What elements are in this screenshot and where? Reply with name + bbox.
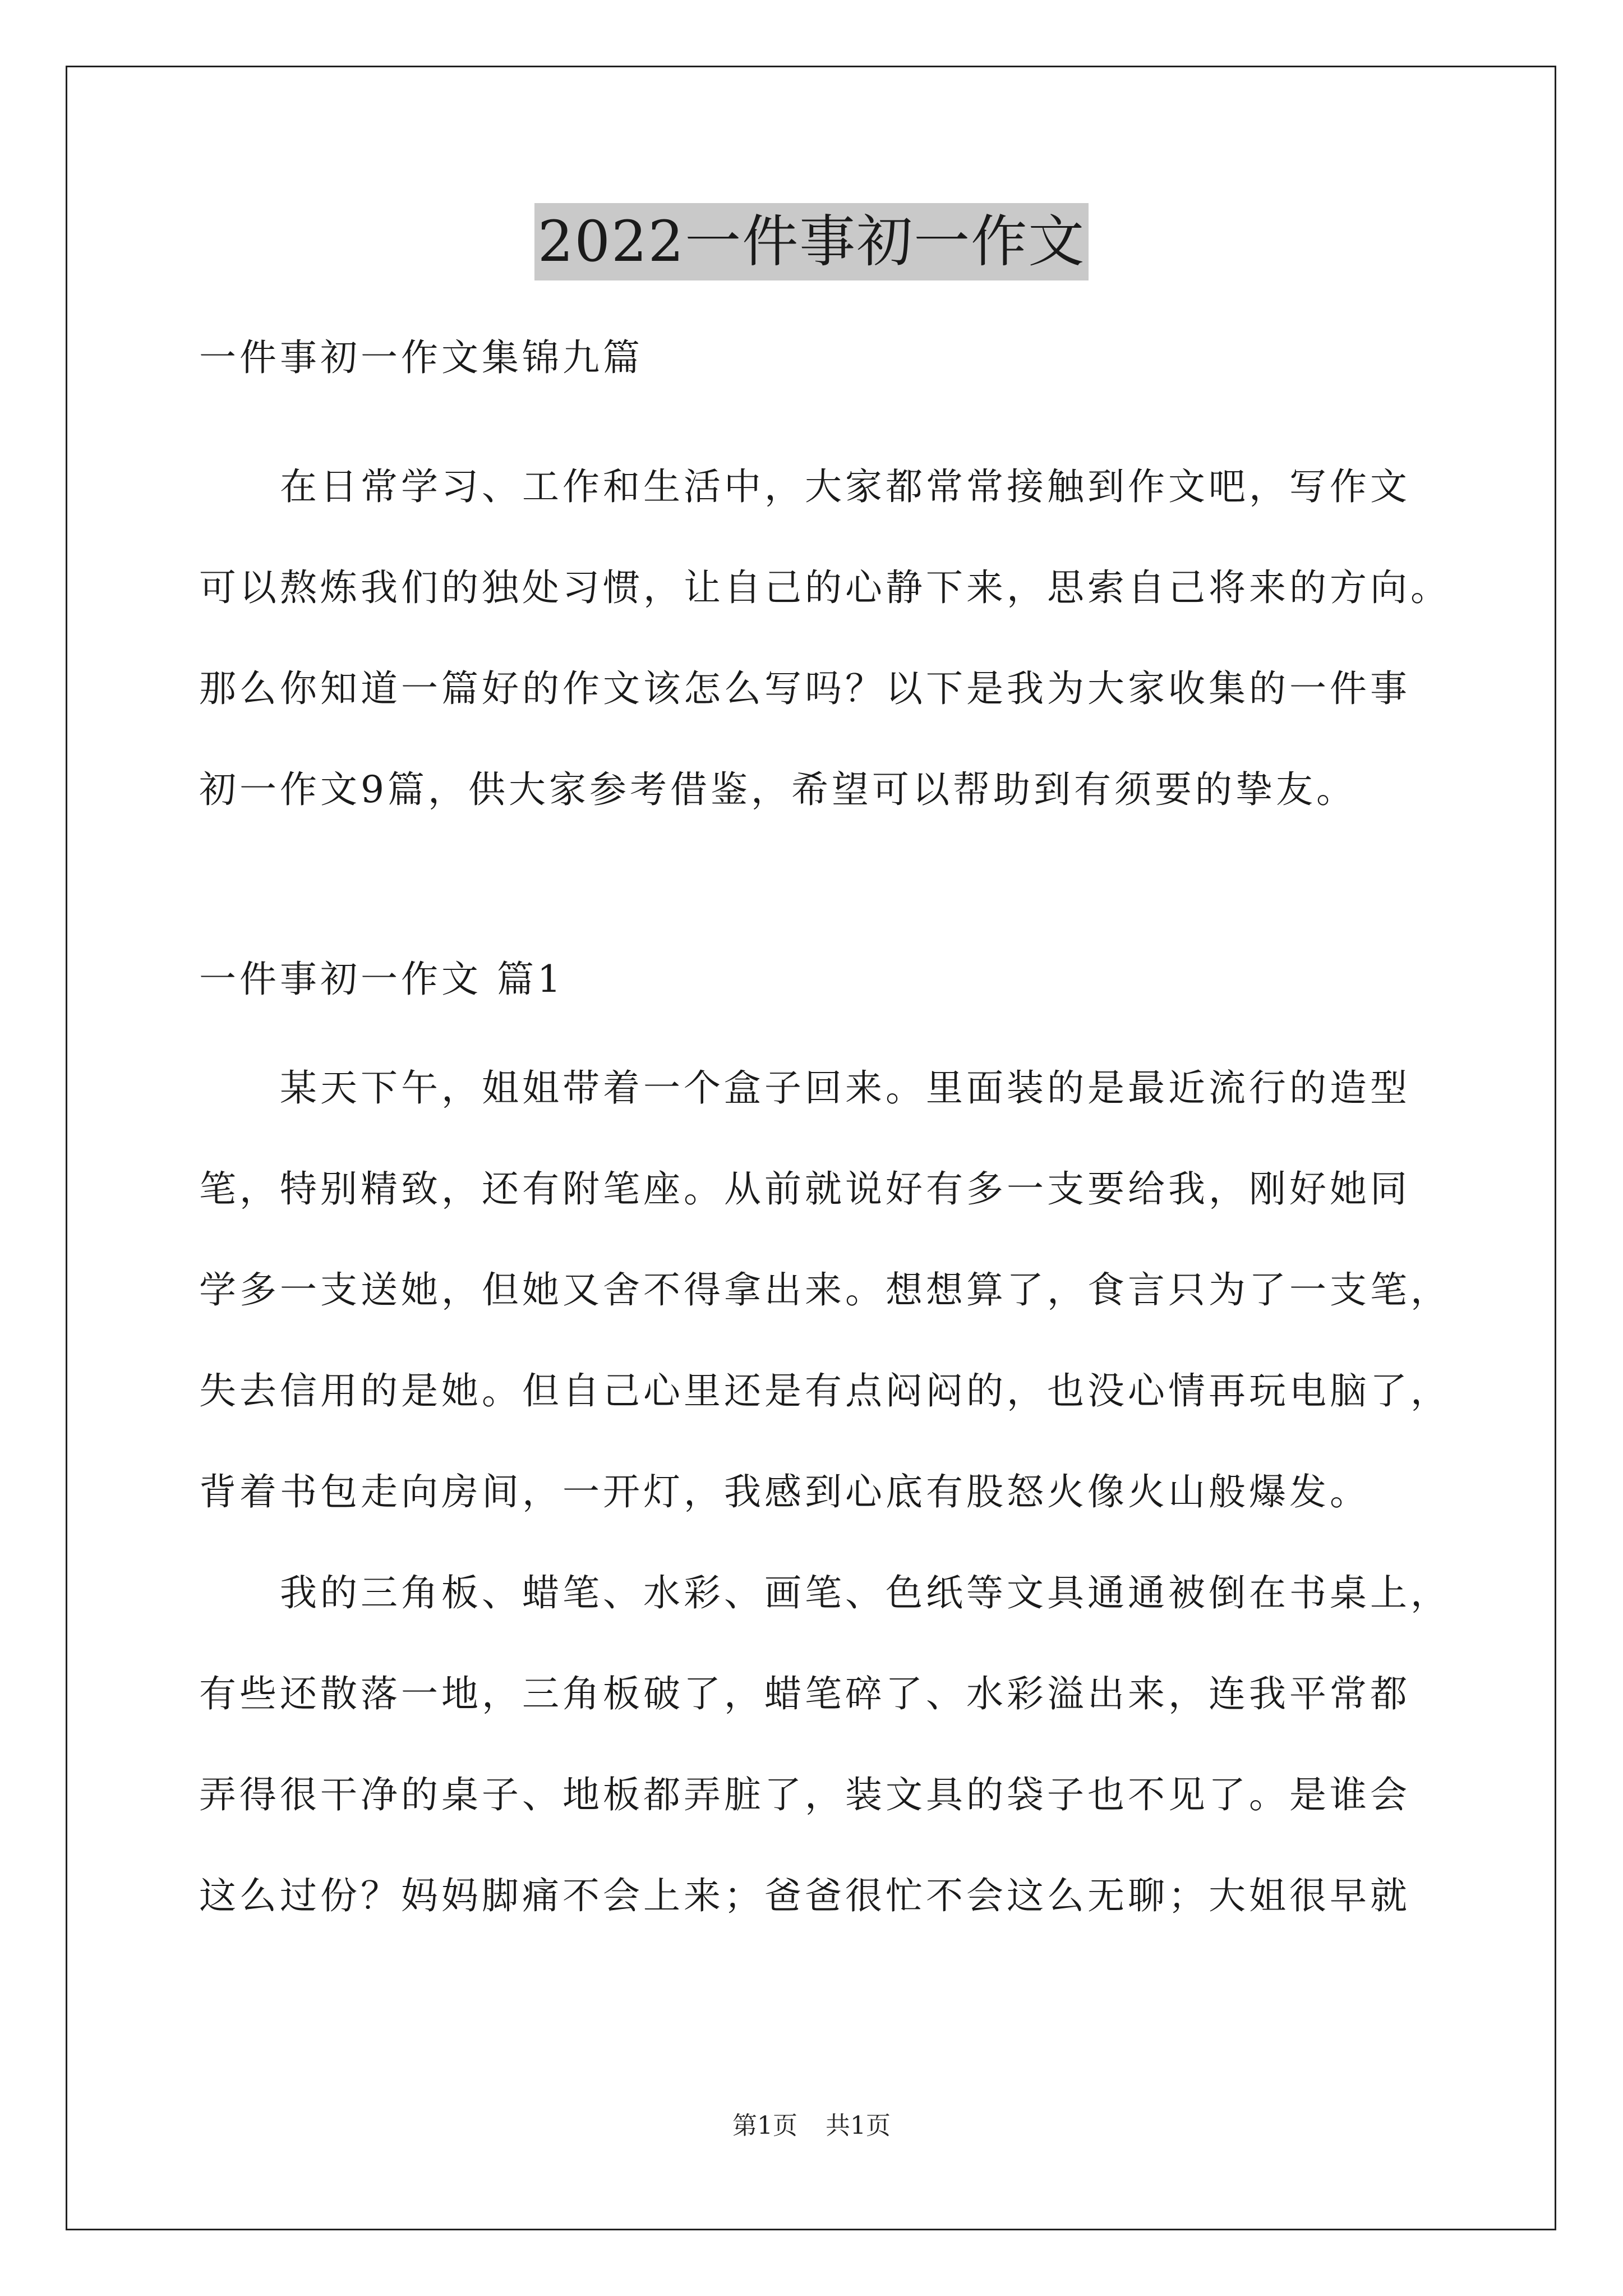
intro-paragraph (199, 436, 1451, 840)
document-title: 2022一件事初一作文 (534, 203, 1089, 280)
paragraph-line: 这么过份？妈妈脚痛不会上来；爸爸很忙不会这么无聊；大姐很早就 (199, 1874, 1410, 1917)
paragraph-line: 我的三角板、蜡笔、水彩、画笔、色纸等文具通通被倒在书桌上， (199, 1571, 1451, 1614)
intro-line: 可以熬炼我们的独处习惯，让自己的心静下来，思索自己将来的方向。 (199, 566, 1451, 609)
page-number-total: 共1页 (826, 2111, 891, 2140)
page-footer (0, 2109, 1623, 2143)
section-heading: 一件事初一作文 篇1 (199, 958, 564, 1001)
section-paragraph-2 (199, 1543, 1451, 1947)
document-title-wrapper (0, 203, 1623, 280)
paragraph-line: 弄得很干净的桌子、地板都弄脏了，装文具的袋子也不见了。是谁会 (199, 1773, 1410, 1816)
paragraph-line: 有些还散落一地，三角板破了，蜡笔碎了、水彩溢出来，连我平常都 (199, 1672, 1410, 1715)
paragraph-line: 学多一支送她，但她又舍不得拿出来。想想算了，食言只为了一支笔， (199, 1268, 1451, 1312)
intro-line: 在日常学习、工作和生活中，大家都常常接触到作文吧，写作文 (199, 465, 1410, 508)
document-subtitle: 一件事初一作文集锦九篇 (199, 336, 643, 379)
paragraph-line: 某天下午，姐姐带着一个盒子回来。里面装的是最近流行的造型 (199, 1066, 1410, 1110)
paragraph-line: 笔，特别精致，还有附笔座。从前就说好有多一支要给我，刚好她同 (199, 1167, 1410, 1211)
section-paragraph-1 (199, 1038, 1451, 1543)
page-number-current: 第1页 (732, 2111, 797, 2140)
paragraph-line: 背着书包走向房间，一开灯，我感到心底有股怒火像火山般爆发。 (199, 1470, 1370, 1513)
paragraph-line: 失去信用的是她。但自己心里还是有点闷闷的，也没心情再玩电脑了， (199, 1369, 1451, 1412)
intro-line: 初一作文9篇，供大家参考借鉴，希望可以帮助到有须要的挚友。 (199, 768, 1357, 811)
intro-line: 那么你知道一篇好的作文该怎么写吗？以下是我为大家收集的一件事 (199, 667, 1410, 710)
